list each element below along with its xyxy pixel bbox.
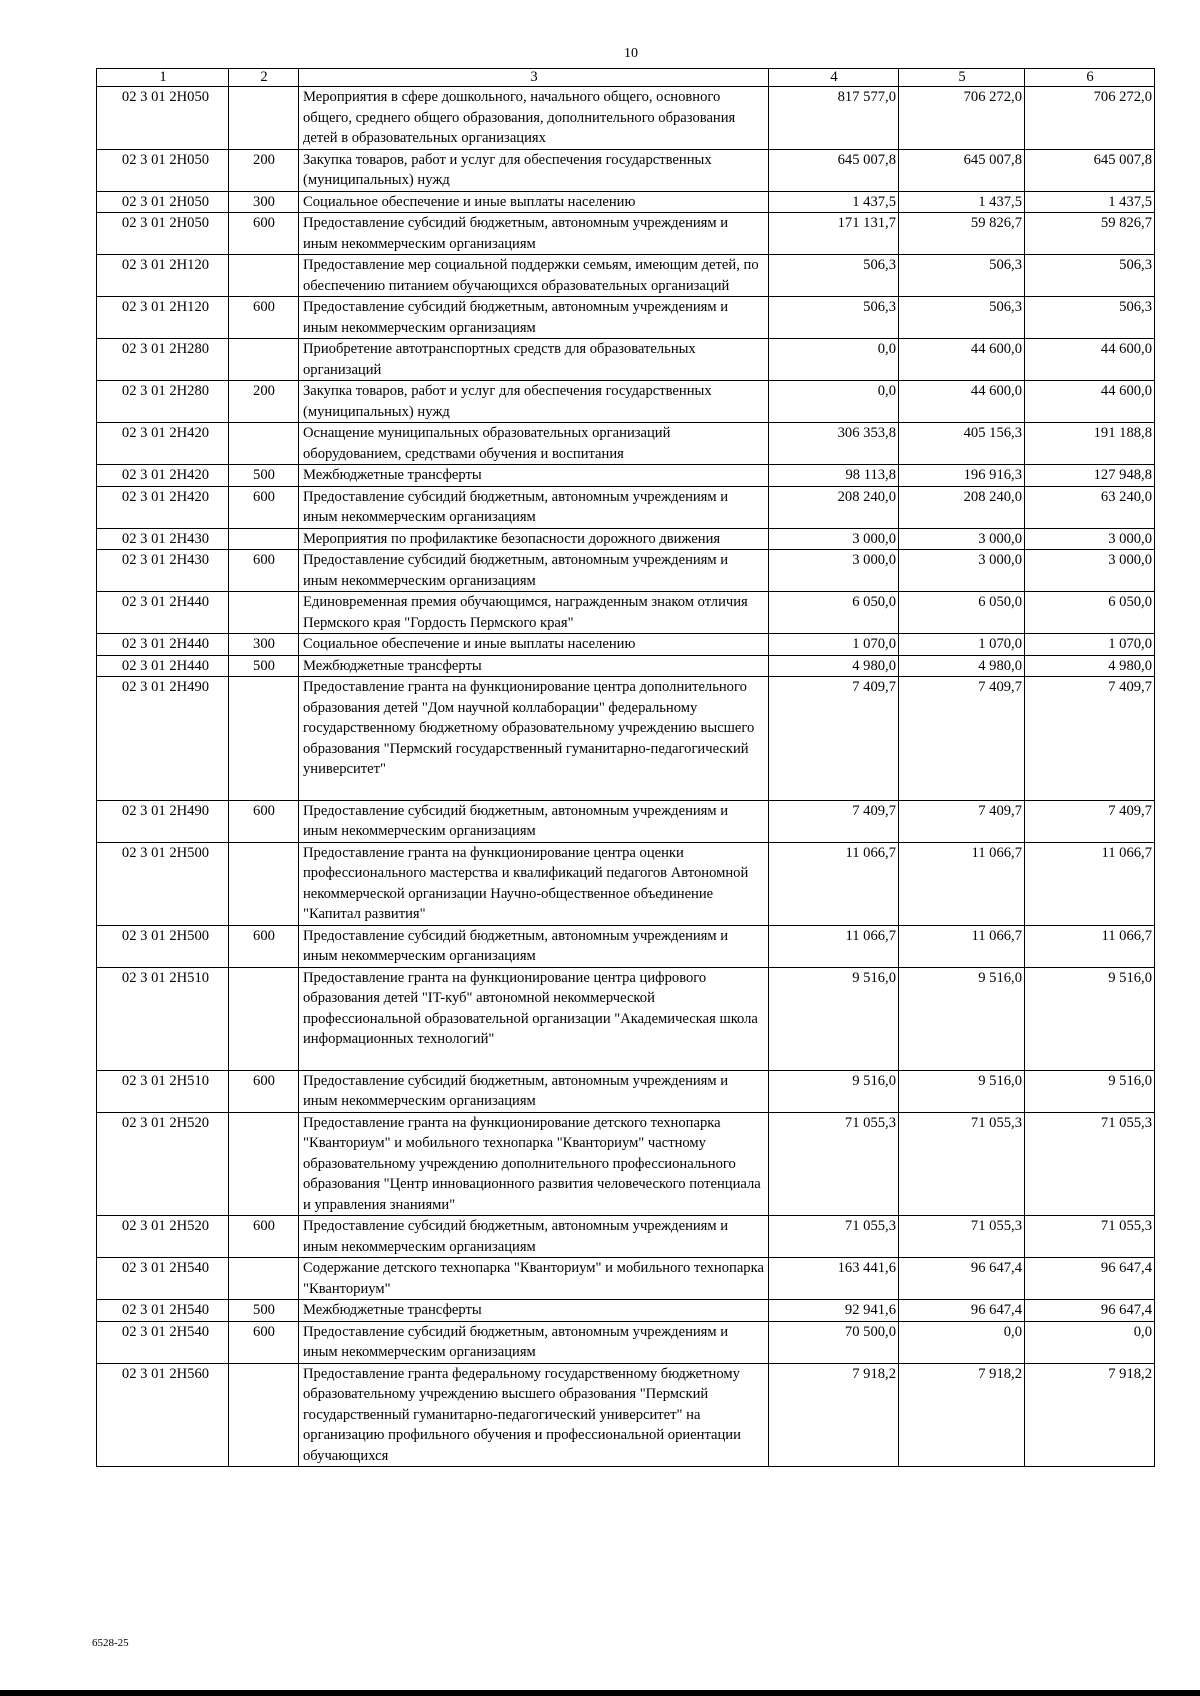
row-name: Содержание детского технопарка "Кванториум" и мобильного технопарка "Кванториум" (299, 1258, 769, 1300)
row-name: Предоставление гранта на функционирование центра цифрового образования детей "IT-куб" автономной некоммерческой профессиональной образовательной организации "Академическая школа информационных технологий" (299, 967, 769, 1070)
row-value-1: 171 131,7 (769, 213, 899, 255)
table-row (97, 339, 1155, 381)
row-value-1: 3 000,0 (769, 550, 899, 592)
row-name: Предоставление субсидий бюджетным, автономным учреждениям и иным некоммерческим организациям (299, 1321, 769, 1363)
row-name: Предоставление субсидий бюджетным, автономным учреждениям и иным некоммерческим организациям (299, 213, 769, 255)
row-code: 02 3 01 2Н280 (97, 381, 229, 423)
row-code: 02 3 01 2Н420 (97, 465, 229, 487)
table-row (97, 655, 1155, 677)
row-value-1: 817 577,0 (769, 87, 899, 150)
table-row (97, 1258, 1155, 1300)
row-value-2: 71 055,3 (899, 1112, 1025, 1216)
row-value-1: 163 441,6 (769, 1258, 899, 1300)
row-value-3: 4 980,0 (1025, 655, 1155, 677)
row-code: 02 3 01 2Н050 (97, 213, 229, 255)
row-code: 02 3 01 2Н510 (97, 1070, 229, 1112)
row-value-1: 306 353,8 (769, 423, 899, 465)
row-expense-type: 600 (229, 550, 299, 592)
row-value-2: 3 000,0 (899, 550, 1025, 592)
row-value-1: 3 000,0 (769, 528, 899, 550)
row-expense-type: 300 (229, 191, 299, 213)
column-header: 6 (1025, 69, 1155, 87)
row-name: Предоставление гранта на функционирование детского технопарка "Кванториум" и мобильного технопарка "Кванториум" частному образовательному учреждению дополнительного профессионального образования "Центр инновационного развития человеческого потенциала и управления знаниями" (299, 1112, 769, 1216)
column-header: 4 (769, 69, 899, 87)
table-row (97, 87, 1155, 150)
row-expense-type (229, 1363, 299, 1467)
row-value-2: 7 409,7 (899, 800, 1025, 842)
row-value-1: 7 409,7 (769, 677, 899, 801)
row-name: Предоставление мер социальной поддержки семьям, имеющим детей, по обеспечению питанием обучающихся образовательных организаций (299, 255, 769, 297)
row-value-2: 44 600,0 (899, 381, 1025, 423)
row-value-3: 71 055,3 (1025, 1216, 1155, 1258)
row-value-2: 3 000,0 (899, 528, 1025, 550)
table-row (97, 297, 1155, 339)
row-value-2: 4 980,0 (899, 655, 1025, 677)
row-name: Социальное обеспечение и иные выплаты населению (299, 191, 769, 213)
row-name: Предоставление гранта федеральному государственному бюджетному образовательному учреждению высшего образования "Пермский государственный гуманитарно-педагогический университет" на организацию профильного обучения и профессиональной ориентации обучающихся (299, 1363, 769, 1467)
row-value-3: 7 409,7 (1025, 800, 1155, 842)
table-row (97, 1300, 1155, 1322)
row-value-2: 9 516,0 (899, 967, 1025, 1070)
row-expense-type (229, 1258, 299, 1300)
row-value-3: 0,0 (1025, 1321, 1155, 1363)
table-row (97, 677, 1155, 801)
row-expense-type (229, 87, 299, 150)
row-value-2: 11 066,7 (899, 925, 1025, 967)
table-row (97, 1321, 1155, 1363)
row-value-3: 191 188,8 (1025, 423, 1155, 465)
row-value-1: 71 055,3 (769, 1112, 899, 1216)
row-code: 02 3 01 2Н440 (97, 592, 229, 634)
row-expense-type (229, 528, 299, 550)
row-code: 02 3 01 2Н120 (97, 255, 229, 297)
row-value-3: 63 240,0 (1025, 486, 1155, 528)
row-value-3: 96 647,4 (1025, 1300, 1155, 1322)
row-name: Межбюджетные трансферты (299, 1300, 769, 1322)
row-name: Межбюджетные трансферты (299, 655, 769, 677)
table-row (97, 423, 1155, 465)
row-value-3: 6 050,0 (1025, 592, 1155, 634)
row-expense-type: 600 (229, 1070, 299, 1112)
row-expense-type: 600 (229, 1216, 299, 1258)
row-value-2: 645 007,8 (899, 149, 1025, 191)
row-value-2: 9 516,0 (899, 1070, 1025, 1112)
table-row (97, 149, 1155, 191)
row-expense-type: 600 (229, 486, 299, 528)
row-value-2: 196 916,3 (899, 465, 1025, 487)
column-header: 2 (229, 69, 299, 87)
row-code: 02 3 01 2Н050 (97, 149, 229, 191)
row-name: Закупка товаров, работ и услуг для обеспечения государственных (муниципальных) нужд (299, 149, 769, 191)
row-name: Социальное обеспечение и иные выплаты населению (299, 634, 769, 656)
row-value-3: 71 055,3 (1025, 1112, 1155, 1216)
row-value-3: 3 000,0 (1025, 550, 1155, 592)
row-value-1: 92 941,6 (769, 1300, 899, 1322)
row-name: Предоставление гранта на функционирование центра оценки профессионального мастерства и квалификаций педагогов Автономной некоммерческой организации Научно-общественное объединение "Капитал развития" (299, 842, 769, 925)
row-value-3: 645 007,8 (1025, 149, 1155, 191)
row-value-3: 1 437,5 (1025, 191, 1155, 213)
row-value-1: 208 240,0 (769, 486, 899, 528)
row-name: Мероприятия в сфере дошкольного, начального общего, основного общего, среднего общего образования, дополнительного образования детей в образовательных организациях (299, 87, 769, 150)
table-row (97, 191, 1155, 213)
row-value-3: 44 600,0 (1025, 339, 1155, 381)
row-expense-type: 200 (229, 381, 299, 423)
row-expense-type (229, 592, 299, 634)
row-name: Предоставление субсидий бюджетным, автономным учреждениям и иным некоммерческим организациям (299, 486, 769, 528)
row-value-1: 11 066,7 (769, 842, 899, 925)
table-row (97, 925, 1155, 967)
row-value-3: 506,3 (1025, 297, 1155, 339)
row-code: 02 3 01 2Н520 (97, 1216, 229, 1258)
page-number: 10 (624, 46, 638, 61)
table-row (97, 255, 1155, 297)
row-value-3: 96 647,4 (1025, 1258, 1155, 1300)
row-value-2: 1 437,5 (899, 191, 1025, 213)
row-code: 02 3 01 2Н560 (97, 1363, 229, 1467)
row-value-3: 3 000,0 (1025, 528, 1155, 550)
row-expense-type (229, 842, 299, 925)
row-code: 02 3 01 2Н120 (97, 297, 229, 339)
row-value-1: 645 007,8 (769, 149, 899, 191)
row-name: Предоставление субсидий бюджетным, автономным учреждениям и иным некоммерческим организациям (299, 297, 769, 339)
row-value-2: 7 409,7 (899, 677, 1025, 801)
table-row (97, 1112, 1155, 1216)
table-row (97, 967, 1155, 1070)
row-expense-type: 500 (229, 655, 299, 677)
row-name: Предоставление субсидий бюджетным, автономным учреждениям и иным некоммерческим организациям (299, 1070, 769, 1112)
row-value-2: 96 647,4 (899, 1258, 1025, 1300)
table-row (97, 550, 1155, 592)
row-value-1: 98 113,8 (769, 465, 899, 487)
row-value-3: 506,3 (1025, 255, 1155, 297)
row-expense-type (229, 1112, 299, 1216)
row-value-2: 7 918,2 (899, 1363, 1025, 1467)
row-code: 02 3 01 2Н430 (97, 528, 229, 550)
row-expense-type (229, 423, 299, 465)
row-value-3: 9 516,0 (1025, 967, 1155, 1070)
row-name: Предоставление субсидий бюджетным, автономным учреждениям и иным некоммерческим организациям (299, 800, 769, 842)
row-value-2: 1 070,0 (899, 634, 1025, 656)
row-value-1: 11 066,7 (769, 925, 899, 967)
table-row (97, 1363, 1155, 1467)
row-expense-type (229, 677, 299, 801)
row-code: 02 3 01 2Н490 (97, 800, 229, 842)
row-code: 02 3 01 2Н420 (97, 486, 229, 528)
row-expense-type: 300 (229, 634, 299, 656)
table-row (97, 634, 1155, 656)
row-value-2: 6 050,0 (899, 592, 1025, 634)
row-value-1: 70 500,0 (769, 1321, 899, 1363)
row-name: Предоставление субсидий бюджетным, автономным учреждениям и иным некоммерческим организациям (299, 925, 769, 967)
row-value-3: 11 066,7 (1025, 842, 1155, 925)
row-code: 02 3 01 2Н520 (97, 1112, 229, 1216)
row-code: 02 3 01 2Н050 (97, 87, 229, 150)
column-header: 5 (899, 69, 1025, 87)
row-name: Мероприятия по профилактике безопасности дорожного движения (299, 528, 769, 550)
row-value-2: 96 647,4 (899, 1300, 1025, 1322)
header-row (97, 69, 1155, 87)
table-row (97, 465, 1155, 487)
row-value-1: 1 437,5 (769, 191, 899, 213)
row-value-1: 9 516,0 (769, 967, 899, 1070)
row-value-3: 7 409,7 (1025, 677, 1155, 801)
row-code: 02 3 01 2Н440 (97, 655, 229, 677)
row-value-1: 0,0 (769, 339, 899, 381)
row-code: 02 3 01 2Н510 (97, 967, 229, 1070)
row-value-3: 7 918,2 (1025, 1363, 1155, 1467)
row-value-2: 506,3 (899, 297, 1025, 339)
row-code: 02 3 01 2Н280 (97, 339, 229, 381)
row-value-2: 506,3 (899, 255, 1025, 297)
table-row (97, 381, 1155, 423)
row-value-3: 59 826,7 (1025, 213, 1155, 255)
row-code: 02 3 01 2Н430 (97, 550, 229, 592)
row-value-1: 506,3 (769, 297, 899, 339)
row-value-2: 71 055,3 (899, 1216, 1025, 1258)
row-name: Закупка товаров, работ и услуг для обеспечения государственных (муниципальных) нужд (299, 381, 769, 423)
row-name: Предоставление субсидий бюджетным, автономным учреждениям и иным некоммерческим организациям (299, 1216, 769, 1258)
row-value-2: 208 240,0 (899, 486, 1025, 528)
row-value-1: 9 516,0 (769, 1070, 899, 1112)
row-value-1: 506,3 (769, 255, 899, 297)
row-expense-type: 500 (229, 1300, 299, 1322)
row-code: 02 3 01 2Н540 (97, 1258, 229, 1300)
table-row (97, 1070, 1155, 1112)
table-row (97, 842, 1155, 925)
row-expense-type (229, 967, 299, 1070)
table-row (97, 528, 1155, 550)
bottom-edge (0, 1690, 1200, 1696)
row-code: 02 3 01 2Н540 (97, 1321, 229, 1363)
row-value-2: 59 826,7 (899, 213, 1025, 255)
row-code: 02 3 01 2Н490 (97, 677, 229, 801)
budget-table (96, 68, 1155, 1467)
row-value-2: 405 156,3 (899, 423, 1025, 465)
row-name: Предоставление гранта на функционирование центра дополнительного образования детей "Дом научной коллаборации" федеральному государственному бюджетному образовательному учреждению высшего образования "Пермский государственный гуманитарно-педагогический университет" (299, 677, 769, 801)
row-value-1: 7 918,2 (769, 1363, 899, 1467)
row-name: Приобретение автотранспортных средств для образовательных организаций (299, 339, 769, 381)
document-code: 6528-25 (92, 1637, 129, 1649)
row-expense-type (229, 339, 299, 381)
row-code: 02 3 01 2Н050 (97, 191, 229, 213)
row-name: Межбюджетные трансферты (299, 465, 769, 487)
row-value-3: 9 516,0 (1025, 1070, 1155, 1112)
row-expense-type: 500 (229, 465, 299, 487)
row-value-3: 44 600,0 (1025, 381, 1155, 423)
row-value-3: 1 070,0 (1025, 634, 1155, 656)
row-value-1: 7 409,7 (769, 800, 899, 842)
row-expense-type: 200 (229, 149, 299, 191)
row-value-1: 0,0 (769, 381, 899, 423)
column-header: 1 (97, 69, 229, 87)
table-row (97, 800, 1155, 842)
row-expense-type: 600 (229, 1321, 299, 1363)
row-code: 02 3 01 2Н500 (97, 842, 229, 925)
row-name: Оснащение муниципальных образовательных организаций оборудованием, средствами обучения и воспитания (299, 423, 769, 465)
table-row (97, 1216, 1155, 1258)
row-value-2: 44 600,0 (899, 339, 1025, 381)
row-expense-type: 600 (229, 800, 299, 842)
row-code: 02 3 01 2Н440 (97, 634, 229, 656)
row-value-1: 1 070,0 (769, 634, 899, 656)
row-expense-type: 600 (229, 297, 299, 339)
row-code: 02 3 01 2Н420 (97, 423, 229, 465)
table-row (97, 592, 1155, 634)
row-value-2: 0,0 (899, 1321, 1025, 1363)
row-code: 02 3 01 2Н500 (97, 925, 229, 967)
row-expense-type (229, 255, 299, 297)
row-value-3: 127 948,8 (1025, 465, 1155, 487)
row-code: 02 3 01 2Н540 (97, 1300, 229, 1322)
row-value-1: 6 050,0 (769, 592, 899, 634)
row-expense-type: 600 (229, 213, 299, 255)
row-name: Единовременная премия обучающимся, награжденным знаком отличия Пермского края "Гордость Пермского края" (299, 592, 769, 634)
row-value-1: 71 055,3 (769, 1216, 899, 1258)
row-value-2: 11 066,7 (899, 842, 1025, 925)
table-row (97, 213, 1155, 255)
row-value-2: 706 272,0 (899, 87, 1025, 150)
table-row (97, 486, 1155, 528)
row-value-3: 706 272,0 (1025, 87, 1155, 150)
column-header: 3 (299, 69, 769, 87)
row-expense-type: 600 (229, 925, 299, 967)
row-name: Предоставление субсидий бюджетным, автономным учреждениям и иным некоммерческим организациям (299, 550, 769, 592)
row-value-1: 4 980,0 (769, 655, 899, 677)
row-value-3: 11 066,7 (1025, 925, 1155, 967)
